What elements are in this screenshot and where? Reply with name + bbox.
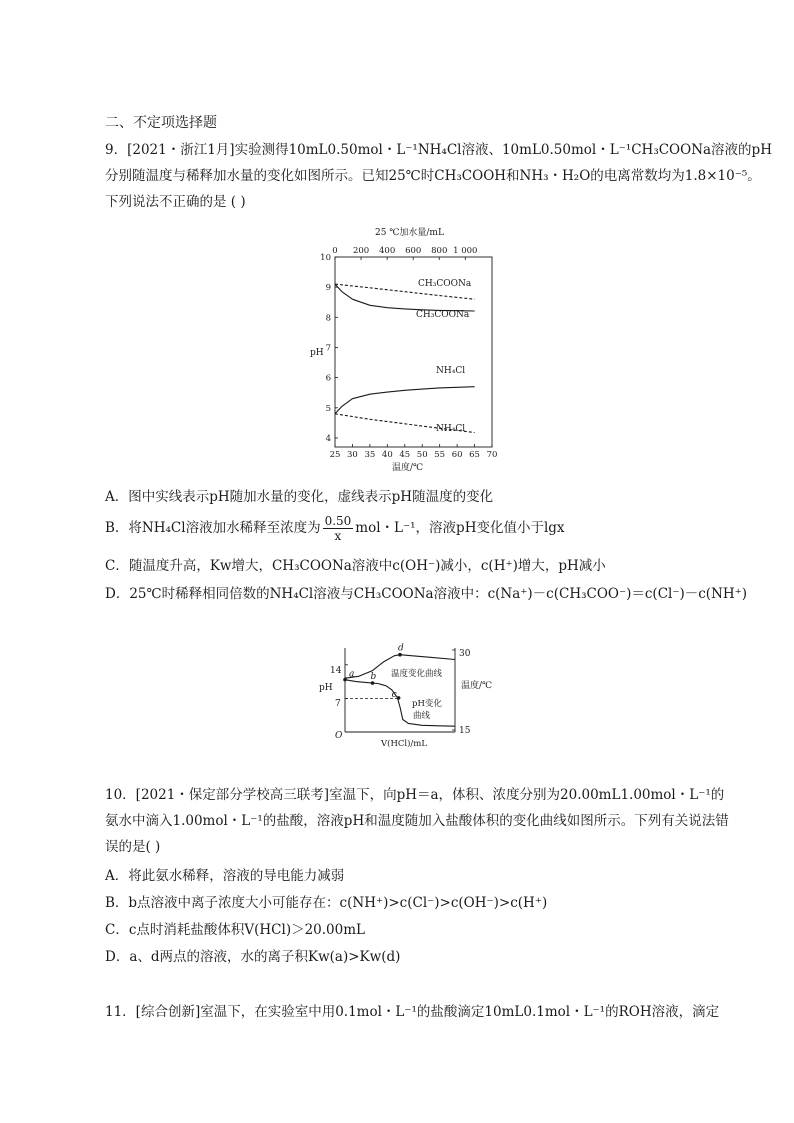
chart2-point-a (343, 678, 347, 682)
chart1-label-nh4cl-solid: NH₄Cl (436, 366, 466, 376)
chart2-y2tick-15: 15 (459, 726, 471, 736)
chart1-label-nh4cl-dashed: NH₄Cl (436, 424, 466, 434)
chart1-y-tick-label: 7 (325, 343, 331, 354)
chart1-series (335, 284, 475, 432)
chart1-top-tick-label: 400 (379, 246, 396, 256)
chart2-label-temp-curve: 温度变化曲线 (391, 669, 443, 679)
q9-line-2: 分别随温度与稀释加水量的变化如图所示。已知25℃时CH₃COOH和NH₃・H₂O的电离常数均为1.8×10⁻⁵。 (105, 168, 761, 184)
chart2-point-c (397, 696, 401, 700)
chart2-origin: O (335, 731, 343, 741)
chart1-top-tick-label: 600 (405, 246, 422, 256)
chart1-xlabel: 温度/℃ (392, 463, 424, 473)
q10-line-2: 氨水中滴入1.00mol・L⁻¹的盐酸，溶液pH和温度随加入盐酸体积的变化曲线如图所示。下列有关说法错 (105, 813, 729, 829)
chart1-y-tick-label: 8 (325, 313, 331, 324)
chart1-bottom-tick-label: 60 (451, 450, 463, 460)
chart2-point-label-c: c (391, 689, 397, 700)
chart1-ylabel: pH (310, 348, 324, 358)
chart2-ytick-14: 14 (330, 666, 342, 676)
q9-option-d: D．25℃时稀释相同倍数的NH₄Cl溶液与CH₃COONa溶液中：c(Na⁺)－c(CH₃COO⁻)＝c(Cl⁻)－c(NH⁺) (105, 586, 748, 602)
q9-line-3: 下列说法不正确的是 ( ) (105, 194, 246, 210)
chart1-y-tick-label: 6 (325, 373, 331, 384)
chart1-top-tick-label: 200 (352, 246, 370, 256)
chart2-point-label-a: a (349, 669, 355, 680)
chart1-bottom-tick-label: 65 (469, 450, 480, 460)
chart2-ylabel: pH (319, 683, 333, 693)
q9-option-b-pre: B．将NH₄Cl溶液加水稀释至浓度为 (105, 520, 321, 536)
q10-option-c: C．c点时消耗盐酸体积V(HCl)＞20.00mL (105, 922, 366, 938)
chart1-bottom-tick-label: 50 (416, 450, 428, 460)
chart1-label-ch3coona-dashed: CH₃COONa (418, 279, 472, 289)
q10-option-d: D．a、d两点的溶液，水的离子积Kw(a)>Kw(d) (105, 949, 401, 965)
chart1-bottom-tick-label: 35 (364, 450, 376, 460)
chart1-top-tick-label: 1 000 (453, 246, 478, 256)
q10-option-b: B．b点溶液中离子浓度大小可能存在：c(NH⁺)>c(Cl⁻)>c(OH⁻)>c(H⁺) (105, 895, 548, 911)
q9-option-a: A．图中实线表示pH随加水量的变化，虚线表示pH随温度的变化 (105, 489, 494, 505)
q9-option-b-denominator: x (334, 529, 342, 543)
q10-line-3: 误的是( ) (105, 839, 161, 855)
q11-line-1: 11．[综合创新]室温下，在实验室中用0.1mol・L⁻¹的盐酸滴定10mL0.1mol・L⁻¹的ROH溶液，滴定 (105, 1004, 720, 1020)
q9-option-b-post: mol・L⁻¹，溶液pH变化值小于lgx (355, 520, 565, 536)
q10-line-1: 10．[2021・保定部分学校高三联考]室温下，向pH＝a，体积、浓度分别为20.00mL1.00mol・L⁻¹的 (105, 787, 725, 803)
chart1-y-tick-label: 9 (325, 283, 331, 294)
figure-1-chart (300, 225, 510, 475)
figure-2-chart (315, 640, 515, 750)
chart2-point-label-b: b (370, 672, 377, 683)
chart1-series-line-2-solid (335, 387, 475, 414)
chart1-bottom-tick-label: 30 (347, 450, 358, 460)
chart2-label-ph-curve-1: pH变化 (412, 699, 442, 709)
chart1-y-tick-label: 10 (320, 253, 331, 263)
chart2-point-label-d: d (398, 643, 404, 654)
section-heading: 二、不定项选择题 (105, 115, 217, 131)
chart1-bottom-tick-label: 70 (486, 450, 498, 460)
chart2-y2tick-30: 30 (459, 649, 471, 659)
chart1-top-ticks (332, 246, 477, 260)
chart1-bottom-ticks (330, 444, 498, 460)
chart1-bottom-tick-label: 45 (399, 450, 411, 460)
q9-option-b (105, 514, 565, 543)
q9-option-c: C．随温度升高，Kw增大，CH₃COONa溶液中c(OH⁻)减小，c(H⁺)增大，pH减小 (105, 558, 606, 574)
chart1-label-ch3coona-solid: CH₃COONa (416, 310, 470, 320)
chart2-xlabel: V(HCl)/mL (381, 739, 427, 749)
chart1-top-tick-label: 800 (431, 246, 448, 256)
chart1-bottom-tick-label: 25 (329, 450, 341, 460)
chart1-title: 25 ℃加水量/mL (375, 228, 444, 238)
q9-option-b-fraction (323, 514, 354, 543)
chart2-series (345, 655, 455, 727)
q9-option-b-numerator: 0.50 (324, 514, 352, 528)
chart2-y2label: 温度/℃ (461, 681, 493, 691)
chart1-bottom-tick-label: 55 (434, 450, 446, 460)
chart1-y-tick-label: 5 (325, 403, 331, 414)
chart1-y-tick-label: 4 (325, 433, 331, 444)
chart2-label-ph-curve-2: 曲线 (413, 711, 431, 721)
q10-option-a: A．将此氨水稀释，溶液的导电能力减弱 (105, 868, 345, 884)
chart2-ytick-7: 7 (335, 699, 341, 709)
chart2-frame (345, 648, 455, 732)
chart1-top-tick-label: 0 (332, 246, 338, 256)
q9-line-1: 9．[2021・浙江1月]实验测得10mL0.50mol・L⁻¹NH₄Cl溶液、10mL0.50mol・L⁻¹CH₃COONa溶液的pH (105, 142, 772, 158)
chart1-bottom-tick-label: 40 (381, 450, 393, 460)
